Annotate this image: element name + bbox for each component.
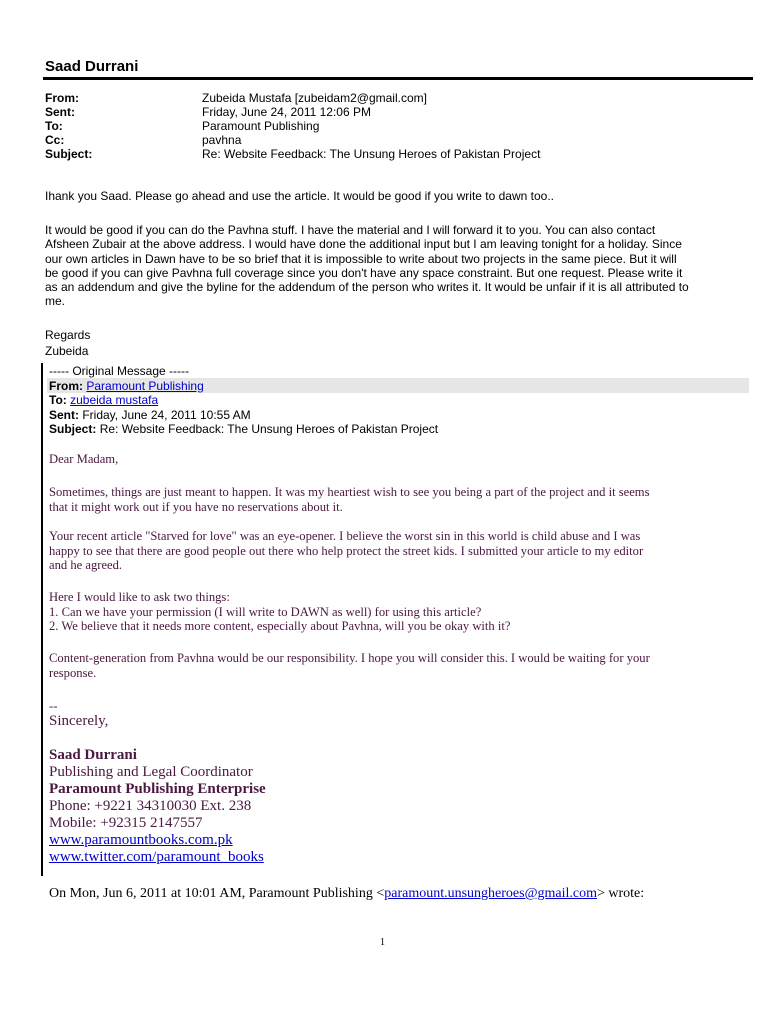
original-line: Here I would like to ask two things:: [49, 590, 230, 604]
original-to-row: [49, 393, 438, 408]
original-line: happy to see that there are good people out there who help protect the street kids. I submitted your article to my editor: [49, 543, 644, 558]
earlier-message-line: [49, 886, 644, 902]
original-message-header: [49, 364, 438, 437]
original-from-label: From:: [49, 378, 83, 393]
original-sent-row: [49, 408, 438, 423]
original-line: Sometimes, things are just meant to happen. It was my heartiest wish to see you being a part of the project and it seems: [49, 485, 650, 499]
original-paragraph-4: [49, 651, 719, 680]
original-line: that it might work out if you have no reservations about it.: [49, 499, 343, 514]
to-value: Paramount Publishing: [202, 119, 320, 133]
from-label: From:: [45, 91, 79, 105]
cc-label: Cc:: [45, 133, 65, 147]
salutation: Dear Madam,: [49, 452, 119, 466]
subject-label: Subject:: [45, 147, 93, 161]
reply-line: It would be good if you can do the Pavhna stuff. I have the material and I will forward it to you. You can also contact: [45, 223, 656, 237]
original-sent-value: Friday, June 24, 2011 10:55 AM: [82, 407, 251, 422]
original-from-row: [49, 379, 438, 394]
subject-value: Re: Website Feedback: The Unsung Heroes of Pakistan Project: [202, 147, 541, 161]
original-subject-value: Re: Website Feedback: The Unsung Heroes of Pakistan Project: [99, 422, 439, 436]
signature-role: Publishing and Legal Coordinator: [49, 764, 253, 780]
original-to-link[interactable]: zubeida mustafa: [70, 393, 159, 407]
header-to-row: [45, 119, 540, 133]
sender-email-link[interactable]: paramount.unsungheroes@gmail.com: [384, 886, 597, 901]
regards-text: Regards: [45, 328, 91, 342]
original-line: 2. We believe that it needs more content, especially about Pavhna, will you be okay with it?: [49, 619, 511, 633]
original-paragraph-2: [49, 529, 719, 573]
header-sent-row: [45, 105, 540, 119]
on-line-suffix: > wrote:: [596, 886, 645, 901]
reply-line: me.: [45, 294, 66, 309]
original-paragraph-1: [49, 485, 719, 514]
reply-line: Afsheen Zubair at the above address. I would have done the additional input but I am leaving tonight for a holiday. Since: [45, 237, 682, 252]
reply-line: as an addendum and give the byline for the addendum of the person who writes it. It would be unfair if it is all attributed to: [45, 280, 689, 295]
page-number: 1: [380, 937, 385, 948]
reply-line: be good if you can give Pavhna full coverage since you don't have any space constraint. But one request. Please write it: [45, 265, 683, 280]
signature-phone: Phone: +9221 34310030 Ext. 238: [49, 798, 252, 814]
signer-name: Zubeida: [45, 344, 89, 358]
twitter-link[interactable]: www.twitter.com/paramount_books: [49, 849, 264, 865]
reply-paragraph-1: Ihank you Saad. Please go ahead and use the article. It would be good if you write to dawn too..: [45, 189, 555, 203]
closing-text: Sincerely,: [49, 713, 109, 729]
original-line: and he agreed.: [49, 558, 123, 572]
cc-value: pavhna: [202, 133, 242, 147]
from-value: Zubeida Mustafa [zubeidam2@gmail.com]: [202, 91, 427, 105]
signature-company: Paramount Publishing Enterprise: [49, 781, 266, 797]
title-divider: [43, 77, 753, 80]
original-paragraph-3: [49, 590, 719, 634]
original-line: Content-generation from Pavhna would be our responsibility. I hope you will consider this. I would be waiting for your: [49, 651, 650, 665]
original-subject-label: Subject:: [49, 422, 97, 436]
original-sent-label: Sent:: [49, 407, 79, 422]
header-subject-row: [45, 147, 540, 161]
original-line: 1. Can we have your permission (I will write to DAWN as well) for using this article?: [49, 604, 482, 619]
signature-block: [49, 747, 449, 866]
original-to-label: To:: [49, 393, 67, 407]
signature-name: Saad Durrani: [49, 747, 137, 763]
signature-dashes: --: [49, 699, 58, 713]
to-label: To:: [45, 119, 63, 133]
email-header: [45, 91, 540, 161]
reply-paragraph-2: [45, 223, 725, 309]
website-link[interactable]: www.paramountbooks.com.pk: [49, 832, 233, 848]
header-from-row: [45, 91, 540, 105]
reply-signoff: [45, 327, 725, 359]
sent-label: Sent:: [45, 105, 75, 119]
original-line: Your recent article "Starved for love" was an eye-opener. I believe the worst sin in this world is child abuse and I was: [49, 529, 641, 543]
document-title: Saad Durrani: [45, 58, 139, 75]
signature-mobile: Mobile: +92315 2147557: [49, 815, 203, 831]
original-from-link[interactable]: Paramount Publishing: [86, 378, 204, 393]
on-line-prefix: On Mon, Jun 6, 2011 at 10:01 AM, Paramount Publishing <: [49, 886, 385, 901]
reply-line: our own articles in Dawn have to be so brief that it is impossible to write about two projects in the same piece. But it will: [45, 251, 677, 266]
original-line: response.: [49, 665, 97, 680]
header-cc-row: [45, 133, 540, 147]
original-divider: ----- Original Message -----: [49, 364, 190, 378]
original-subject-row: [49, 422, 438, 437]
sent-value: Friday, June 24, 2011 12:06 PM: [202, 105, 371, 119]
